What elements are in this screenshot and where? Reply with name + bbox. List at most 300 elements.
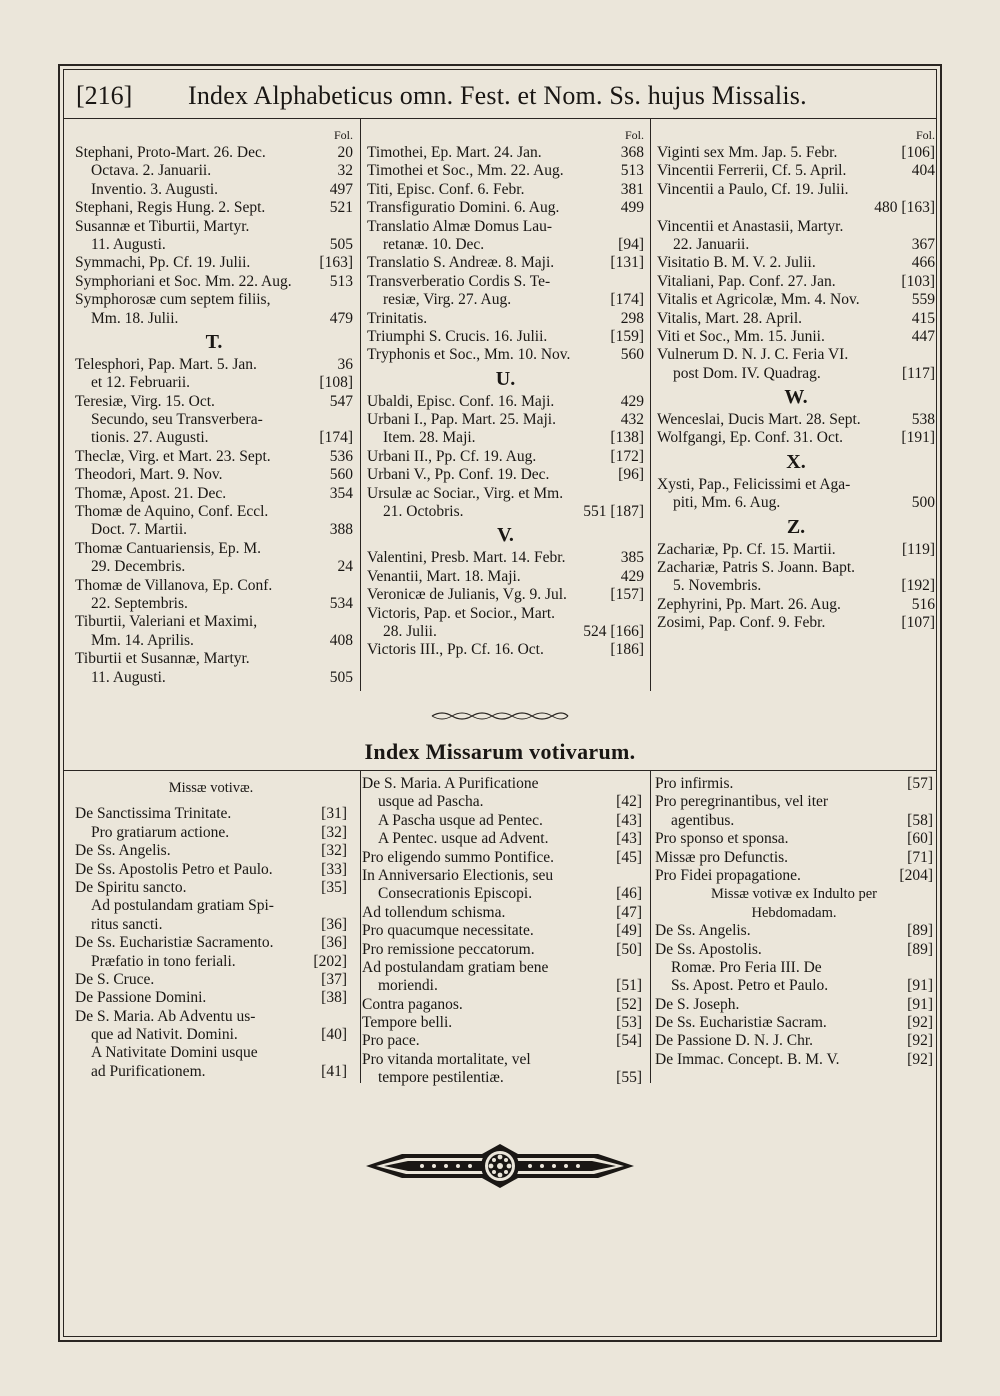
index-entry: [655, 1051, 933, 1069]
column-divider: [360, 119, 361, 691]
index-entry: [75, 971, 347, 989]
index-entry: [367, 181, 644, 199]
section-letter-heading: [367, 521, 644, 549]
index-entry: [367, 144, 644, 162]
entry-text: De Passione D. N. J. Chr.: [655, 1032, 814, 1050]
entry-folio: [174]: [319, 429, 353, 447]
entry-text: U.: [495, 367, 516, 390]
entry-text: 28. Julii.: [383, 622, 437, 640]
entry-folio: 497: [329, 180, 353, 198]
entry-text: Vitalis, Mart. 28. April.: [657, 309, 803, 327]
entry-folio: [36]: [321, 934, 347, 952]
entry-text: usque ad Pascha.: [378, 793, 484, 811]
entry-text: De Ss. Apostolis.: [655, 940, 762, 958]
decorative-ornament: [362, 1138, 638, 1194]
entry-folio: [157]: [610, 586, 644, 604]
index-entry: [362, 830, 642, 848]
index-entry: [75, 181, 353, 199]
index-entry: [657, 218, 935, 236]
entry-folio: [33]: [321, 860, 347, 878]
entry-text: retanæ. 10. Dec.: [383, 235, 485, 253]
entry-text: De Sanctissima Trinitate.: [75, 805, 232, 823]
entry-folio: 516: [911, 595, 935, 613]
index-entry: [75, 953, 347, 971]
index-entry: [362, 849, 642, 867]
entry-folio: [41]: [321, 1062, 347, 1080]
index-entry: [75, 273, 353, 291]
entry-text: Theodori, Mart. 9. Nov.: [75, 466, 223, 484]
entry-folio: [96]: [618, 466, 644, 484]
folio-column-header: [75, 126, 353, 144]
entry-text: ad Purificationem.: [91, 1062, 206, 1080]
index-entry: [75, 805, 347, 823]
index-entry: [75, 503, 353, 521]
index-entry: [367, 623, 644, 641]
entry-folio: 499: [620, 199, 644, 217]
entry-folio: [91]: [907, 995, 933, 1013]
index-entry: [362, 977, 642, 995]
entry-text: Thomæ de Aquino, Conf. Eccl.: [75, 503, 269, 521]
alphabetic-column-2: [367, 126, 644, 660]
votive-rule: [64, 770, 936, 771]
entry-text: Thomæ Cantuariensis, Ep. M.: [75, 539, 261, 557]
entry-folio: [32]: [321, 842, 347, 860]
entry-text: Telesphori, Pap. Mart. 5. Jan.: [75, 355, 257, 373]
entry-folio: [92]: [907, 1032, 933, 1050]
entry-text: resiæ, Virg. 27. Aug.: [383, 291, 512, 309]
entry-text: W.: [784, 386, 808, 409]
entry-text: Teresiæ, Virg. 15. Oct.: [75, 392, 215, 410]
index-entry: [657, 181, 935, 199]
entry-folio: [192]: [901, 577, 935, 595]
entry-text: Symphoriani et Soc. Mm. 22. Aug.: [75, 272, 292, 290]
entry-text: Ursulæ ac Sociar., Virg. et Mm.: [367, 484, 564, 502]
entry-folio: [52]: [616, 995, 642, 1013]
index-entry: [367, 236, 644, 254]
entry-text: Hebdomadam.: [751, 904, 837, 921]
page-number: [216]: [76, 81, 133, 110]
votive-column-2: [362, 775, 642, 1088]
index-entry: [657, 162, 935, 180]
entry-folio: [45]: [616, 848, 642, 866]
index-entry: [362, 867, 642, 885]
entry-folio: 513: [329, 272, 353, 290]
entry-folio: [51]: [616, 977, 642, 995]
entry-text: Vitaliani, Pap. Conf. 27. Jan.: [657, 272, 836, 290]
page-title: Index Alphabeticus omn. Fest. et Nom. Ss. hujus Missalis.: [188, 81, 807, 110]
index-entry: [75, 1008, 347, 1026]
entry-text: Pro infirmis.: [655, 775, 734, 792]
entry-text: Symmachi, Pp. Cf. 19. Julii.: [75, 254, 251, 272]
entry-folio: [94]: [618, 235, 644, 253]
entry-text: Pro vitanda mortalitate, vel: [362, 1050, 531, 1068]
entry-text: Pro peregrinantibus, vel iter: [655, 793, 829, 811]
entry-text: Victoris, Pap. et Socior., Mart.: [367, 604, 556, 622]
entry-folio: [53]: [616, 1014, 642, 1032]
entry-folio: [204]: [899, 866, 933, 884]
index-entry: [75, 144, 353, 162]
entry-text: Venantii, Mart. 18. Maji.: [367, 567, 521, 585]
index-entry: [367, 162, 644, 180]
entry-text: V.: [497, 524, 514, 547]
index-entry: [75, 466, 353, 484]
entry-text: Titi, Episc. Conf. 6. Febr.: [367, 180, 525, 198]
entry-folio: [131]: [610, 254, 644, 272]
entry-folio: [89]: [907, 922, 933, 940]
entry-folio: 479: [329, 309, 353, 327]
index-entry: [75, 632, 353, 650]
index-entry: [75, 310, 353, 328]
index-entry: [657, 614, 935, 632]
entry-folio: [60]: [907, 830, 933, 848]
entry-text: agentibus.: [671, 811, 735, 829]
index-entry: [657, 273, 935, 291]
index-entry: [75, 577, 353, 595]
entry-folio: 432: [620, 411, 644, 429]
entry-text: Urbani I., Pap. Mart. 25. Maji.: [367, 411, 556, 429]
entry-text: A Pentec. usque ad Advent.: [378, 830, 549, 848]
entry-folio: [57]: [907, 775, 933, 792]
index-entry: [655, 1014, 933, 1032]
entry-text: Translatio Almæ Domus Lau-: [367, 217, 553, 235]
entry-text: De S. Maria. A Purificatione: [362, 775, 539, 792]
entry-text: tempore pestilentiæ.: [378, 1069, 504, 1087]
entry-folio: [47]: [616, 903, 642, 921]
entry-text: Pro gratiarum actione.: [91, 823, 230, 841]
index-entry: [75, 393, 353, 411]
entry-folio: [186]: [610, 641, 644, 659]
entry-folio: [108]: [319, 374, 353, 392]
index-entry: [367, 568, 644, 586]
entry-folio: [159]: [610, 327, 644, 345]
entry-folio: 408: [329, 631, 353, 649]
index-entry: [75, 540, 353, 558]
entry-folio: [58]: [907, 811, 933, 829]
column-divider: [650, 119, 651, 691]
index-entry: [657, 476, 935, 494]
index-entry: [655, 959, 933, 977]
entry-text: Translatio S. Andreæ. 8. Maji.: [367, 254, 555, 272]
entry-folio: [43]: [616, 830, 642, 848]
section-letter-heading: [75, 328, 353, 356]
entry-folio: [37]: [321, 970, 347, 988]
index-entry: [657, 144, 935, 162]
votive-index-title: Index Missarum votivarum.: [364, 739, 636, 764]
index-entry: [75, 879, 347, 897]
entry-text: Transfiguratio Domini. 6. Aug.: [367, 199, 560, 217]
section-subheading: [655, 904, 933, 922]
entry-text: Vincentii et Anastasii, Martyr.: [657, 217, 844, 235]
index-entry: [75, 236, 353, 254]
entry-folio: [42]: [616, 793, 642, 811]
index-entry: [367, 218, 644, 236]
entry-folio: [32]: [321, 823, 347, 841]
column-divider: [650, 771, 651, 1083]
index-entry: [75, 162, 353, 180]
entry-text: 11. Augusti.: [91, 235, 166, 253]
entry-text: Valentini, Presb. Mart. 14. Febr.: [367, 549, 566, 567]
entry-text: Tempore belli.: [362, 1014, 453, 1032]
entry-text: Wenceslai, Ducis Mart. 28. Sept.: [657, 411, 861, 429]
index-entry: [75, 595, 353, 613]
entry-text: Veronicæ de Julianis, Vg. 9. Jul.: [367, 586, 567, 604]
entry-folio: 559: [911, 291, 935, 309]
entry-folio: 505: [329, 668, 353, 686]
index-entry: [657, 429, 935, 447]
index-entry: [655, 922, 933, 940]
entry-text: Ad postulandam gratiam bene: [362, 958, 549, 976]
entry-folio: [35]: [321, 878, 347, 896]
index-entry: [75, 291, 353, 309]
entry-text: 5. Novembris.: [673, 577, 762, 595]
index-entry: [367, 586, 644, 604]
index-entry: [362, 885, 642, 903]
entry-folio: 560: [329, 466, 353, 484]
index-entry: [655, 830, 933, 848]
entry-folio: [49]: [616, 922, 642, 940]
alphabetic-column-1: [75, 126, 353, 687]
entry-folio: 20: [337, 144, 353, 161]
index-entry: [367, 393, 644, 411]
page-header: [76, 78, 928, 114]
entry-folio: [40]: [321, 1026, 347, 1044]
entry-text: De Ss. Eucharistiæ Sacramento.: [75, 934, 274, 952]
entry-folio: 547: [329, 392, 353, 410]
entry-text: De S. Cruce.: [75, 970, 155, 988]
index-entry: [367, 291, 644, 309]
entry-folio: [107]: [901, 614, 935, 632]
index-entry: [362, 793, 642, 811]
index-entry: [362, 775, 642, 793]
index-entry: [657, 291, 935, 309]
section-letter-heading: [657, 383, 935, 411]
index-entry: [75, 897, 347, 915]
index-entry: [75, 254, 353, 272]
index-entry: [75, 521, 353, 539]
index-entry: [367, 199, 644, 217]
entry-text: Romæ. Pro Feria III. De: [671, 958, 822, 976]
entry-folio: 534: [329, 594, 353, 612]
entry-text: Mm. 14. Aprilis.: [91, 631, 194, 649]
index-entry: [655, 793, 933, 811]
entry-text: Vitalis et Agricolæ, Mm. 4. Nov.: [657, 291, 860, 309]
index-entry: [362, 812, 642, 830]
index-entry: [657, 328, 935, 346]
entry-text: De Ss. Apostolis Petro et Paulo.: [75, 860, 273, 878]
index-entry: [362, 1069, 642, 1087]
entry-text: 22. Septembris.: [91, 594, 188, 612]
index-entry: [75, 1026, 347, 1044]
section-subheading: [655, 885, 933, 903]
index-entry: [75, 1063, 347, 1081]
index-entry: [367, 641, 644, 659]
entry-text: De S. Joseph.: [655, 995, 740, 1013]
entry-text: Timothei, Ep. Mart. 24. Jan.: [367, 144, 542, 161]
entry-text: Stephani, Regis Hung. 2. Sept.: [75, 199, 266, 217]
index-entry: [362, 1014, 642, 1032]
entry-text: Symphorosæ cum septem filiis,: [75, 291, 271, 309]
index-entry: [657, 346, 935, 364]
index-entry: [655, 996, 933, 1014]
entry-text: Urbani V., Pp. Conf. 19. Dec.: [367, 466, 550, 484]
entry-text: A Nativitate Domini usque: [91, 1044, 258, 1062]
header-rule: [64, 118, 936, 119]
index-entry: [655, 1032, 933, 1050]
index-entry: [655, 849, 933, 867]
index-entry: [75, 824, 347, 842]
entry-text: Pro sponso et sponsa.: [655, 830, 789, 848]
entry-text: Inventio. 3. Augusti.: [91, 180, 219, 198]
entry-folio: [31]: [321, 805, 347, 823]
entry-folio: 354: [329, 484, 353, 502]
entry-text: Ubaldi, Episc. Conf. 16. Maji.: [367, 392, 555, 410]
entry-folio: [119]: [902, 540, 935, 558]
entry-text: X.: [786, 450, 806, 473]
entry-text: Consecrationis Episcopi.: [378, 885, 533, 903]
index-entry: [657, 236, 935, 254]
entry-folio: [103]: [901, 272, 935, 290]
entry-text: De Spiritu sancto.: [75, 878, 187, 896]
entry-text: Doct. 7. Martii.: [91, 521, 187, 539]
entry-folio: 32: [337, 162, 353, 180]
index-entry: [655, 775, 933, 793]
entry-folio: [174]: [610, 291, 644, 309]
index-entry: [367, 310, 644, 328]
index-entry: [75, 934, 347, 952]
entry-text: post Dom. IV. Quadrag.: [673, 364, 821, 382]
entry-text: De Ss. Angelis.: [655, 922, 751, 940]
spacer: [75, 797, 347, 805]
section-letter-heading: [657, 513, 935, 541]
entry-folio: 524 [166]: [583, 622, 644, 640]
index-entry: [75, 916, 347, 934]
index-entry: [75, 429, 353, 447]
entry-folio: 24: [337, 558, 353, 576]
entry-text: De Passione Domini.: [75, 989, 207, 1007]
entry-text: Contra paganos.: [362, 995, 463, 1013]
index-entry: [657, 199, 935, 217]
entry-text: T.: [205, 330, 223, 353]
entry-folio: 298: [620, 309, 644, 327]
entry-folio: [117]: [902, 364, 935, 382]
votive-column-3: [655, 775, 933, 1069]
index-entry: [367, 429, 644, 447]
entry-text: Missæ votivæ ex Indulto per: [711, 886, 877, 903]
entry-folio: 385: [620, 549, 644, 567]
index-entry: [657, 541, 935, 559]
entry-folio: [54]: [616, 1032, 642, 1050]
entry-folio: [163]: [319, 254, 353, 272]
entry-folio: 381: [620, 180, 644, 198]
entry-folio: 36: [337, 355, 353, 373]
index-entry: [75, 842, 347, 860]
entry-text: 21. Octobris.: [383, 503, 464, 521]
index-entry: [367, 273, 644, 291]
entry-text: que ad Nativit. Domini.: [91, 1026, 238, 1044]
index-entry: [75, 411, 353, 429]
index-entry: [367, 549, 644, 567]
entry-text: Xysti, Pap., Felicissimi et Aga-: [657, 475, 851, 493]
index-entry: [75, 558, 353, 576]
index-entry: [75, 218, 353, 236]
index-entry: [362, 1032, 642, 1050]
entry-text: Pro eligendo summo Pontifice.: [362, 848, 555, 866]
entry-folio: 388: [329, 521, 353, 539]
index-entry: [362, 922, 642, 940]
index-entry: [75, 650, 353, 668]
entry-text: Wolfgangi, Ep. Conf. 31. Oct.: [657, 429, 844, 447]
entry-text: Octava. 2. Januarii.: [91, 162, 212, 180]
index-entry: [367, 503, 644, 521]
entry-text: moriendi.: [378, 977, 438, 995]
entry-text: Item. 28. Maji.: [383, 429, 476, 447]
entry-folio: Fol.: [915, 128, 935, 142]
index-entry: [362, 996, 642, 1014]
entry-folio: 513: [620, 162, 644, 180]
folio-column-header: [367, 126, 644, 144]
entry-text: Zosimi, Pap. Conf. 9. Febr.: [657, 614, 826, 632]
entry-folio: 415: [911, 309, 935, 327]
index-entry: [367, 485, 644, 503]
entry-text: De Immac. Concept. B. M. V.: [655, 1050, 840, 1068]
entry-folio: [91]: [907, 977, 933, 995]
entry-folio: [202]: [313, 952, 347, 970]
index-entry: [657, 411, 935, 429]
index-entry: [75, 669, 353, 687]
entry-text: Pro quacumque necessitate.: [362, 922, 534, 940]
entry-text: ritus sancti.: [91, 915, 163, 933]
entry-text: De Ss. Eucharistiæ Sacram.: [655, 1014, 827, 1032]
index-entry: [655, 812, 933, 830]
votive-column-1: [75, 779, 347, 1081]
entry-text: Viti et Soc., Mm. 15. Junii.: [657, 327, 825, 345]
entry-text: Zachariæ, Patris S. Joann. Bapt.: [657, 559, 856, 577]
entry-text: Viginti sex Mm. Jap. 5. Febr.: [657, 144, 838, 161]
entry-folio: 480 [163]: [874, 199, 935, 217]
entry-text: Vulnerum D. N. J. C. Feria VI.: [657, 346, 849, 364]
entry-text: Triumphi S. Crucis. 16. Julii.: [367, 327, 548, 345]
index-entry: [657, 577, 935, 595]
entry-text: piti, Mm. 6. Aug.: [673, 494, 781, 512]
entry-folio: 429: [620, 567, 644, 585]
section-letter-heading: [367, 365, 644, 393]
index-entry: [367, 328, 644, 346]
index-entry: [655, 867, 933, 885]
entry-text: Ad tollendum schisma.: [362, 903, 506, 921]
entry-text: Ss. Apost. Petro et Paulo.: [671, 977, 829, 995]
index-entry: [75, 861, 347, 879]
index-entry: [367, 254, 644, 272]
index-entry: [657, 494, 935, 512]
entry-folio: Fol.: [624, 128, 644, 142]
entry-text: 11. Augusti.: [91, 668, 166, 686]
index-entry: [362, 1051, 642, 1069]
entry-folio: [138]: [610, 429, 644, 447]
index-entry: [367, 605, 644, 623]
entry-text: Præfatio in tono feriali.: [91, 952, 236, 970]
index-entry: [75, 989, 347, 1007]
entry-folio: [36]: [321, 915, 347, 933]
alphabetic-column-3: [657, 126, 935, 633]
entry-folio: [43]: [616, 811, 642, 829]
entry-text: Visitatio B. M. V. 2. Julii.: [657, 254, 816, 272]
entry-folio: 500: [911, 494, 935, 512]
index-entry: [75, 485, 353, 503]
entry-text: A Pascha usque ad Pentec.: [378, 811, 543, 829]
entry-folio: 429: [620, 392, 644, 410]
index-entry: [75, 374, 353, 392]
entry-folio: [89]: [907, 940, 933, 958]
